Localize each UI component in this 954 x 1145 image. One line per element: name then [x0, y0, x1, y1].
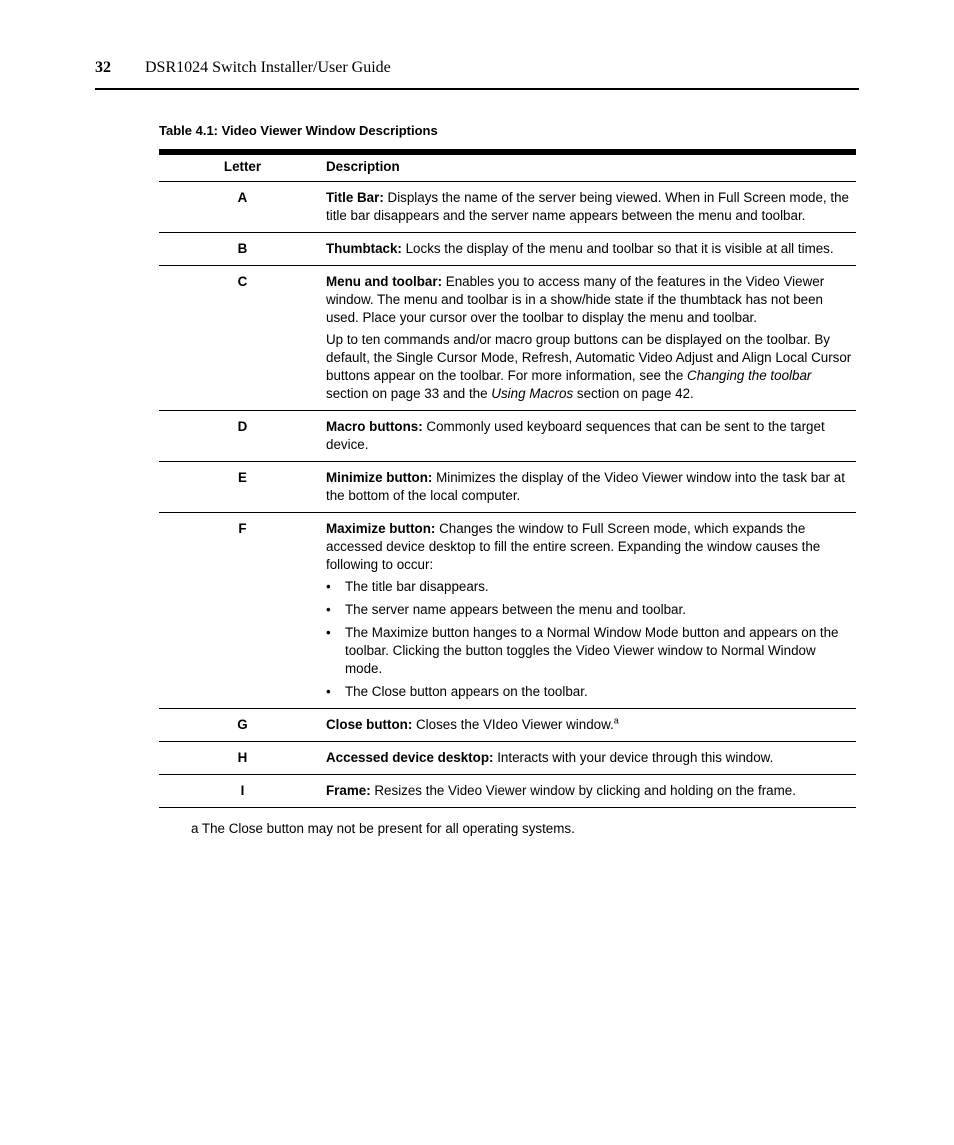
table-row [159, 233, 856, 266]
row-text: Commonly used keyboard sequences that can be sent to the target device. [326, 419, 825, 452]
table-header-row [159, 155, 856, 182]
row-term: Close button: [326, 717, 413, 732]
row-description [326, 520, 856, 701]
section-reference: Using Macros [491, 386, 574, 401]
bullet-list [326, 578, 854, 701]
table-row [159, 411, 856, 462]
row-term: Minimize button: [326, 470, 433, 485]
row-term: Macro buttons: [326, 419, 423, 434]
table-row [159, 775, 856, 808]
paragraph-text: section on page 33 and the [326, 386, 492, 401]
row-text: Minimizes the display of the Video Viewer window into the task bar at the bottom of the local computer. [326, 470, 845, 503]
row-letter: I [240, 783, 245, 798]
column-header-description: Description [326, 159, 400, 174]
row-description [326, 469, 856, 505]
row-letter: H [237, 750, 248, 765]
row-description [326, 273, 856, 403]
paragraph-text: Up to ten commands and/or macro group buttons can be displayed on the toolbar. By default, the Single Cursor Mode, Refresh, Automatic Video Adjust and Align Local Cursor buttons appear on the toolbar. For more information, see the [326, 332, 852, 383]
row-paragraph [326, 331, 854, 403]
list-item-text: The server name appears between the menu and toolbar. [345, 602, 686, 617]
list-item [326, 683, 854, 701]
row-description [326, 189, 856, 225]
page-header [95, 58, 859, 90]
page-number: 32 [95, 59, 111, 76]
bullet-glyph: • [326, 625, 331, 640]
row-text: Closes the VIdeo Viewer window. [412, 717, 614, 732]
list-item-text: The Close button appears on the toolbar. [345, 684, 588, 699]
list-item-text: The title bar disappears. [345, 579, 489, 594]
row-description [326, 418, 856, 454]
row-text: Changes the window to Full Screen mode, which expands the accessed device desktop to fill the entire screen. Expanding the window causes the following to occur: [326, 521, 821, 572]
row-description [326, 240, 856, 258]
footnote-mark: a [613, 715, 619, 726]
document-title: DSR1024 Switch Installer/User Guide [145, 59, 391, 76]
row-term: Title Bar: [326, 190, 384, 205]
row-text: Displays the name of the server being viewed. When in Full Screen mode, the title bar disappears and the server name appears between the menu and toolbar. [326, 190, 849, 223]
list-item [326, 578, 854, 596]
row-description [326, 716, 856, 734]
table-caption: Table 4.1: Video Viewer Window Descriptions [159, 123, 438, 138]
row-term: Menu and toolbar: [326, 274, 443, 289]
descriptions-table [159, 149, 856, 808]
table-row [159, 462, 856, 513]
row-text: Locks the display of the menu and toolbar so that it is visible at all times. [401, 241, 834, 256]
row-text: Interacts with your device through this window. [493, 750, 774, 765]
row-letter: F [238, 521, 247, 536]
table-row [159, 513, 856, 709]
row-letter: D [237, 419, 248, 434]
row-text: Enables you to access many of the features in the Video Viewer window. The menu and toolbar is in a show/hide state if the thumbtack has not been used. Place your cursor over the toolbar to display the menu and toolbar. [326, 274, 825, 325]
row-term: Maximize button: [326, 521, 436, 536]
row-letter: C [237, 274, 248, 289]
row-term: Thumbtack: [326, 241, 402, 256]
list-item [326, 624, 854, 678]
row-letter: E [238, 470, 247, 485]
row-description [326, 782, 856, 800]
table-row [159, 709, 856, 742]
bullet-glyph: • [326, 684, 331, 699]
row-term: Frame: [326, 783, 371, 798]
table-row [159, 742, 856, 775]
row-letter: B [237, 241, 248, 256]
list-item-text: The Maximize button hanges to a Normal Window Mode button and appears on the toolbar. Clicking the button toggles the Video Viewer window to Normal Window mode. [345, 625, 839, 676]
bullet-glyph: • [326, 602, 331, 617]
row-letter: G [237, 717, 248, 732]
row-description [326, 749, 856, 767]
row-letter: A [237, 190, 248, 205]
bullet-glyph: • [326, 579, 331, 594]
table-row [159, 266, 856, 411]
row-text: Resizes the Video Viewer window by clicking and holding on the frame. [370, 783, 796, 798]
column-header-letter: Letter [223, 159, 262, 174]
table-footnote: a The Close button may not be present for all operating systems. [191, 821, 575, 836]
row-term: Accessed device desktop: [326, 750, 494, 765]
list-item [326, 601, 854, 619]
section-reference: Changing the toolbar [687, 368, 812, 383]
table-row [159, 182, 856, 233]
paragraph-text: section on page 42. [573, 386, 694, 401]
